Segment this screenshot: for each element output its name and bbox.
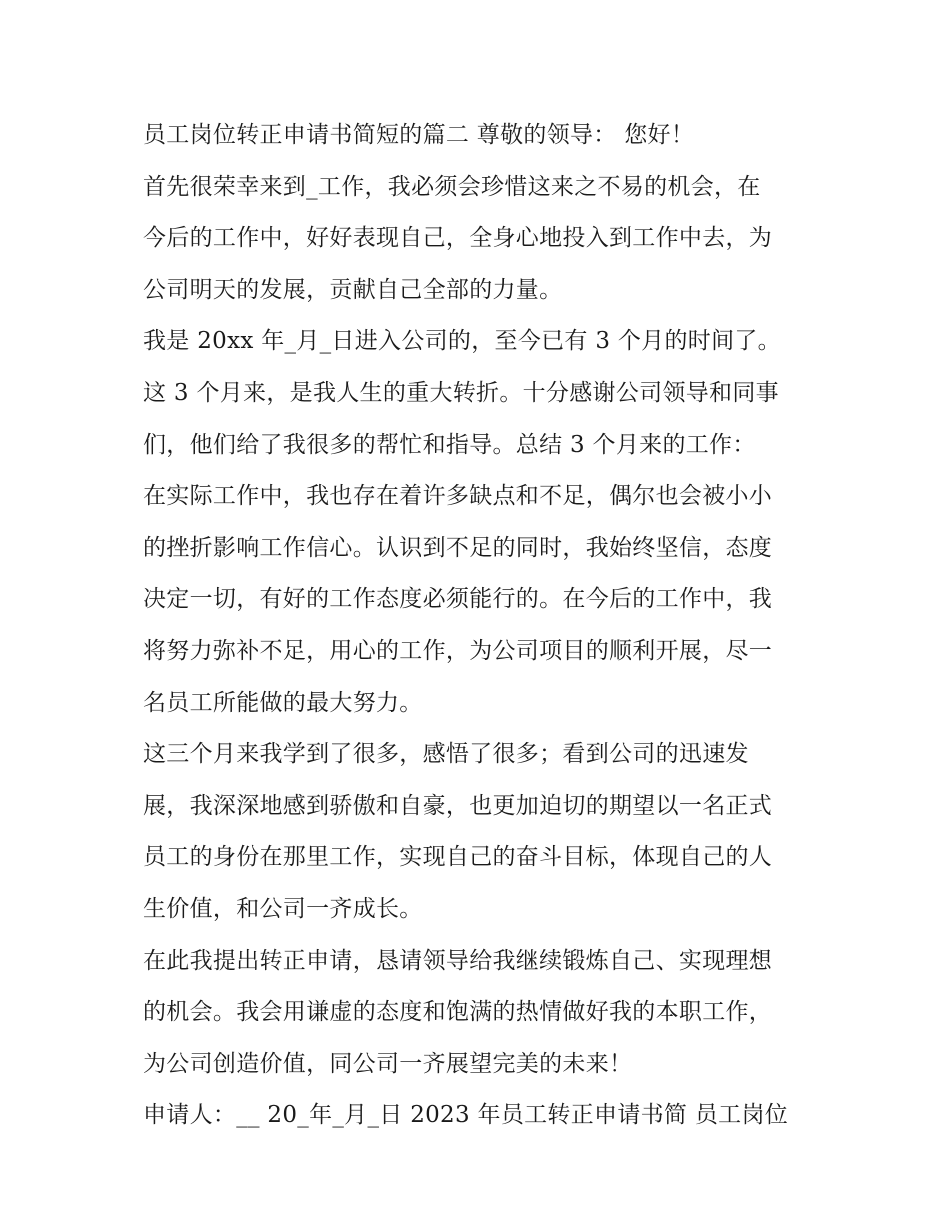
text-line: 为公司创造价值，同公司一齐展望完美的未来！ [143,1050,633,1077]
text-line: 在此我提出转正申请，恳请领导给我继续锻炼自己、实现理想 [143,947,773,974]
text-line: 今后的工作中，好好表现自己，全身心地投入到工作中去，为 [143,225,773,252]
text-line: 这三个月来我学到了很多，感悟了很多；看到公司的迅速发 [143,741,749,768]
text-line: 展，我深深地感到骄傲和自豪，也更加迫切的期望以一名正式 [143,792,773,819]
text-line: 生价值，和公司一齐成长。 [143,895,423,922]
text-line: 这 3 个月来，是我人生的重大转折。十分感谢公司领导和同事 [143,379,779,406]
text-line: 决定一切，有好的工作态度必须能行的。在今后的工作中，我 [143,586,773,613]
text-line: 名员工所能做的最大努力。 [143,689,423,716]
text-line-title: 员工岗位转正申请书简短的篇二 尊敬的领导： 您好！ [143,122,695,148]
text-line: 将努力弥补不足，用心的工作，为公司项目的顺利开展，尽一 [143,637,773,664]
text-line: 员工的身份在那里工作，实现自己的奋斗目标，体现自己的人 [143,844,773,871]
text-line: 们，他们给了我很多的帮忙和指导。总结 3 个月来的工作： [143,431,756,458]
document-body [143,110,823,1142]
text-line-signature: 申请人：__ 20_年_月_日 2023 年员工转正申请书简 员工岗位 [143,1102,789,1129]
text-line: 公司明天的发展，贡献自己全部的力量。 [143,276,563,303]
text-line: 的机会。我会用谦虚的态度和饱满的热情做好我的本职工作， [143,999,773,1026]
text-line: 的挫折影响工作信心。认识到不足的同时，我始终坚信，态度 [143,534,773,561]
text-line: 在实际工作中，我也存在着许多缺点和不足，偶尔也会被小小 [143,483,773,510]
text-line: 首先很荣幸来到_工作，我必须会珍惜这来之不易的机会，在 [143,173,761,200]
text-line: 我是 20xx 年_月_日进入公司的，至今已有 3 个月的时间了。 [143,328,781,355]
